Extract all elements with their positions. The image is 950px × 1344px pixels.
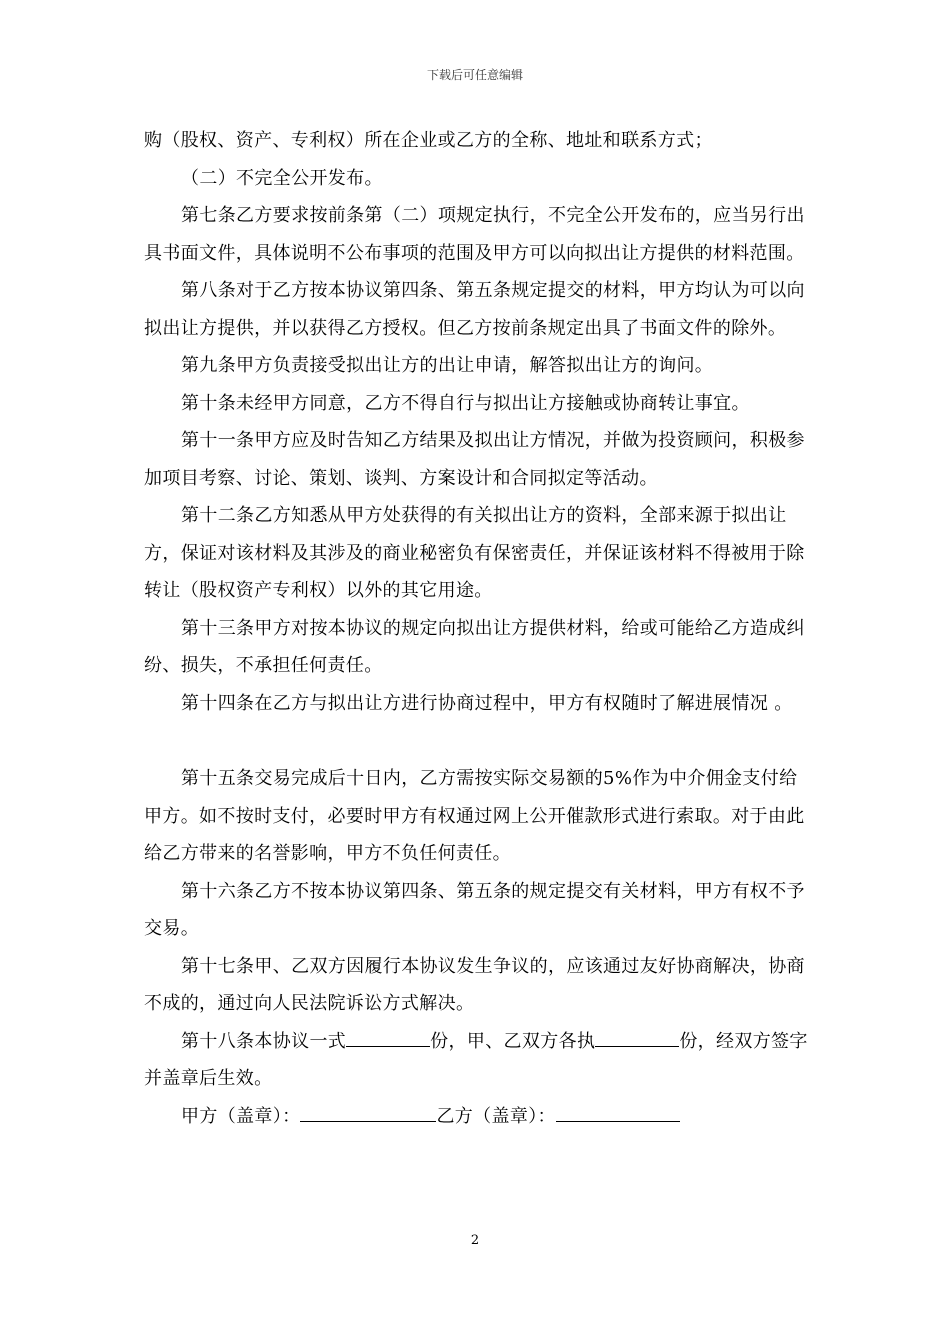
party-b-seal-blank[interactable] [556, 1099, 680, 1122]
party-b-seal-label: 乙方（盖章）： [436, 1105, 556, 1127]
copies-each-blank[interactable] [595, 1024, 679, 1047]
article-18-text-a: 第十八条本协议一式 [181, 1030, 347, 1052]
paragraph-article-14: 第十四条在乙方与拟出让方进行协商过程中，甲方有权随时了解进展情况 。 [181, 692, 793, 714]
paragraph-continuation: 购（股权、资产、专利权）所在企业或乙方的全称、地址和联系方式； [144, 130, 713, 151]
paragraph-article-12: 第十二条乙方知悉从甲方处获得的有关拟出让方的资料，全部来源于拟出让方，保证对该材料及其涉及的商业秘密负有保密责任，并保证该材料不得被用于除转让（股权资产专利权）以外的其它用途。 [144, 505, 805, 601]
paragraph-item-2: （二）不完全公开发布。 [181, 167, 383, 189]
article-18-text-b: 份，甲、乙双方各执 [430, 1030, 596, 1052]
paragraph-article-15: 第十五条交易完成后十日内，乙方需按实际交易额的5%作为中介佣金支付给甲方。如不按时支付，必要时甲方有权通过网上公开催款形式进行索取。对于由此给乙方带来的名誉影响，甲方不负任何责任。 [144, 768, 805, 864]
paragraph-article-8: 第八条对于乙方按本协议第四条、第五条规定提交的材料，甲方均认为可以向拟出让方提供，并以获得乙方授权。但乙方按前条规定出具了书面文件的除外。 [144, 280, 805, 339]
signature-line [144, 1098, 808, 1136]
page-header-note: 下载后可任意编辑 [426, 68, 523, 82]
copies-total-blank[interactable] [346, 1024, 430, 1047]
page-number: 2 [470, 1233, 480, 1248]
paragraph-spacer [144, 722, 808, 760]
paragraph-article-11: 第十一条甲方应及时告知乙方结果及拟出让方情况，并做为投资顾问，积极参加项目考察、讨论、策划、谈判、方案设计和合同拟定等活动。 [144, 430, 805, 489]
document-body [144, 122, 808, 1135]
article-18-text-c: 份，经双方签字并盖章后生效。 [144, 1030, 808, 1089]
paragraph-article-13: 第十三条甲方对按本协议的规定向拟出让方提供材料，给或可能给乙方造成纠纷、损失，不承担任何责任。 [144, 617, 805, 676]
paragraph-article-7: 第七条乙方要求按前条第（二）项规定执行，不完全公开发布的，应当另行出具书面文件，具体说明不公布事项的范围及甲方可以向拟出让方提供的材料范围。 [144, 205, 805, 264]
paragraph-article-9: 第九条甲方负责接受拟出让方的出让申请，解答拟出让方的询问。 [181, 355, 714, 376]
party-a-seal-blank[interactable] [300, 1099, 436, 1122]
paragraph-article-16: 第十六条乙方不按本协议第四条、第五条的规定提交有关材料，甲方有权不予交易。 [144, 880, 805, 939]
paragraph-article-18 [144, 1023, 808, 1098]
paragraph-article-17: 第十七条甲、乙双方因履行本协议发生争议的，应该通过友好协商解决，协商不成的，通过向人民法院诉讼方式解决。 [144, 955, 805, 1014]
paragraph-article-10: 第十条未经甲方同意，乙方不得自行与拟出让方接触或协商转让事宜。 [181, 392, 750, 414]
party-a-seal-label: 甲方（盖章）： [181, 1105, 301, 1127]
